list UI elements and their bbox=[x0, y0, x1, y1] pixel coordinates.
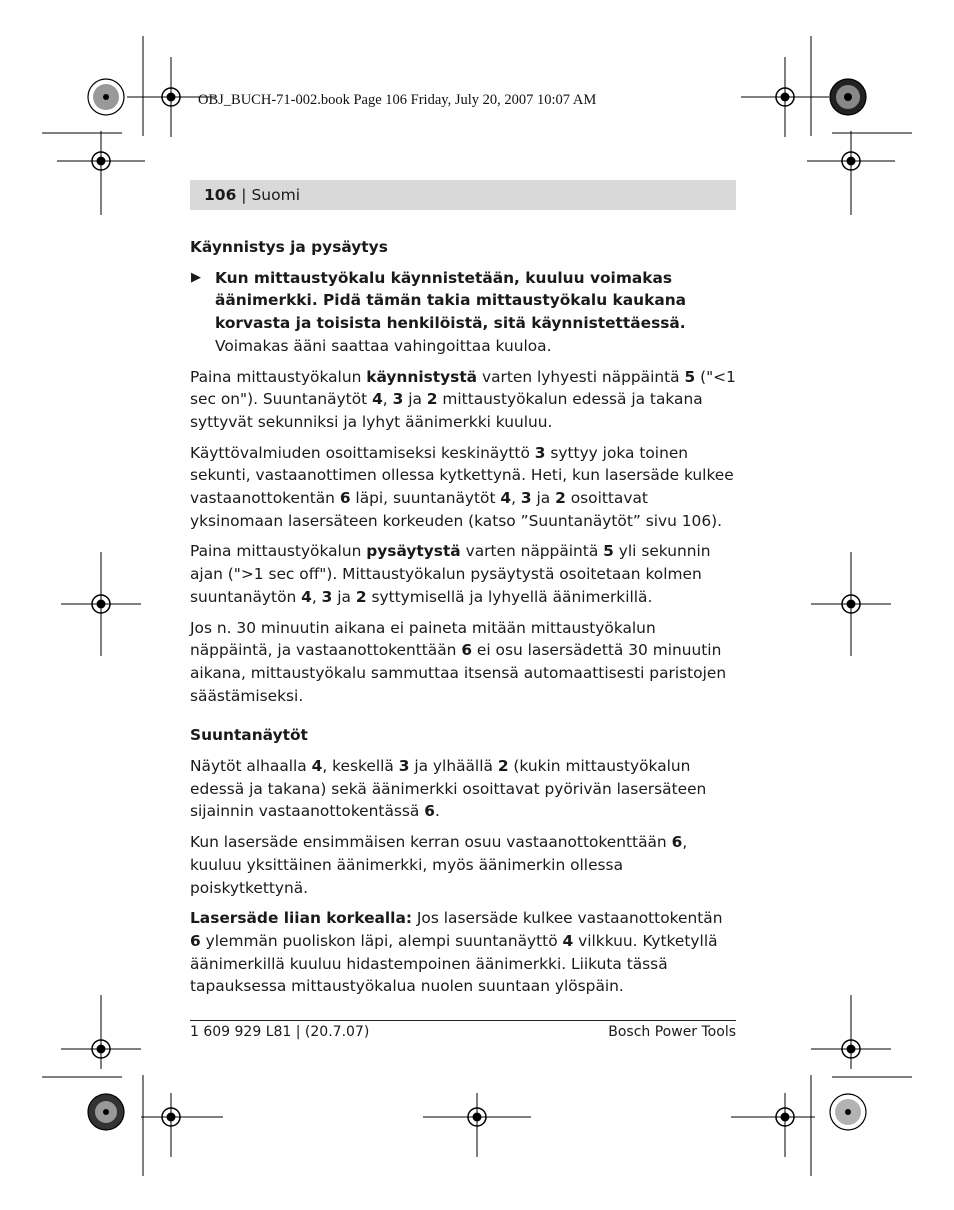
crosshair-icon bbox=[811, 995, 891, 1069]
crosshair-icon bbox=[423, 1093, 531, 1157]
section-heading: Suuntanäytöt bbox=[190, 726, 308, 745]
paragraph: Näytöt alhaalla 4, keskellä 3 ja ylhäällä 2 (kukin mittaustyökalun edessä ja takana) sekä äänimerkki osoittavat pyörivän lasersäteen sijainnin vastaanottokentässä 6. bbox=[190, 757, 707, 821]
header-separator: | bbox=[241, 186, 247, 204]
print-header: OBJ_BUCH-71-002.book Page 106 Friday, July 20, 2007 10:07 AM bbox=[198, 92, 597, 108]
page-number: 106 bbox=[204, 186, 237, 204]
footer-rule bbox=[190, 1020, 736, 1021]
crosshair-icon bbox=[741, 57, 829, 137]
crosshair-icon bbox=[811, 552, 891, 656]
crosshair-icon bbox=[141, 1093, 223, 1157]
registration-rosette-icon bbox=[88, 79, 124, 115]
crosshair-icon bbox=[61, 552, 141, 656]
page-header bbox=[190, 180, 736, 210]
crosshair-icon bbox=[61, 995, 141, 1069]
paragraph: Paina mittaustyökalun käynnistystä varten lyhyesti näppäintä 5 ("<1 sec on"). Suuntanäytöt 4, 3 ja 2 mittaustyökalun edessä ja takana syttyvät sekunniksi ja lyhyt äänimerkki kuuluu. bbox=[190, 367, 736, 431]
warning-bold: Kun mittaustyökalu käynnistetään, kuuluu voimakas äänimerkki. Pidä tämän takia mittaustyökalu kaukana korvasta ja toisista henkilöistä, sitä käynnistettäessä. bbox=[215, 268, 687, 333]
triangle-right-icon: ▶ bbox=[191, 269, 201, 285]
paragraph: Paina mittaustyökalun pysäytystä varten näppäintä 5 yli sekunnin ajan (">1 sec off"). Mittaustyökalun pysäytystä osoitetaan kolmen suuntanäytön 4, 3 ja 2 syttymisellä ja lyhyellä äänimerkillä. bbox=[190, 542, 711, 606]
paragraph: Käyttövalmiuden osoittamiseksi keskinäyttö 3 syttyy joka toinen sekunti, vastaanottimen ollessa kytkettynä. Heti, kun lasersäde kulkee vastaanottokentän 6 läpi, suuntanäytöt 4, 3 ja 2 osoittavat yksinomaan lasersäteen korkeuden (katso ”Suuntanäytöt” sivu 106). bbox=[190, 443, 734, 530]
language-label: Suomi bbox=[251, 186, 301, 204]
main-content bbox=[190, 236, 736, 1006]
section-heading: Käynnistys ja pysäytys bbox=[190, 238, 388, 256]
paragraph: Jos n. 30 minuutin aikana ei paineta mitään mittaustyökalun näppäintä, ja vastaanottokenttään 6 ei osu lasersädettä 30 minuutin aikana, mittaustyökalu sammuttaa itsensä automaattisesti paristojen säästämiseksi. bbox=[190, 618, 727, 705]
warning-item bbox=[190, 267, 736, 358]
registration-rosette-icon bbox=[830, 79, 866, 115]
footer-brand: Bosch Power Tools bbox=[608, 1024, 736, 1040]
crosshair-icon bbox=[807, 131, 895, 215]
paragraph: Lasersäde liian korkealla: Jos lasersäde kulkee vastaanottokentän 6 ylemmän puoliskon läpi, alempi suuntanäyttö 4 vilkkuu. Kytketyllä äänimerkillä kuuluu hidastempoinen äänimerkki. Liikuta tässä tapauksessa mittaustyökalua nuolen suuntaan ylöspäin. bbox=[190, 909, 723, 996]
registration-rosette-icon bbox=[830, 1094, 866, 1130]
footer-doc-number: 1 609 929 L81 | (20.7.07) bbox=[190, 1024, 370, 1040]
crosshair-icon bbox=[57, 131, 145, 215]
warning-text: Voimakas ääni saattaa vahingoittaa kuuloa. bbox=[215, 336, 552, 355]
crosshair-icon bbox=[731, 1093, 815, 1157]
paragraph: Kun lasersäde ensimmäisen kerran osuu vastaanottokenttään 6, kuuluu yksittäinen äänimerkki, myös äänimerkin ollessa poiskytkettynä. bbox=[190, 833, 688, 897]
registration-rosette-icon bbox=[88, 1094, 124, 1130]
